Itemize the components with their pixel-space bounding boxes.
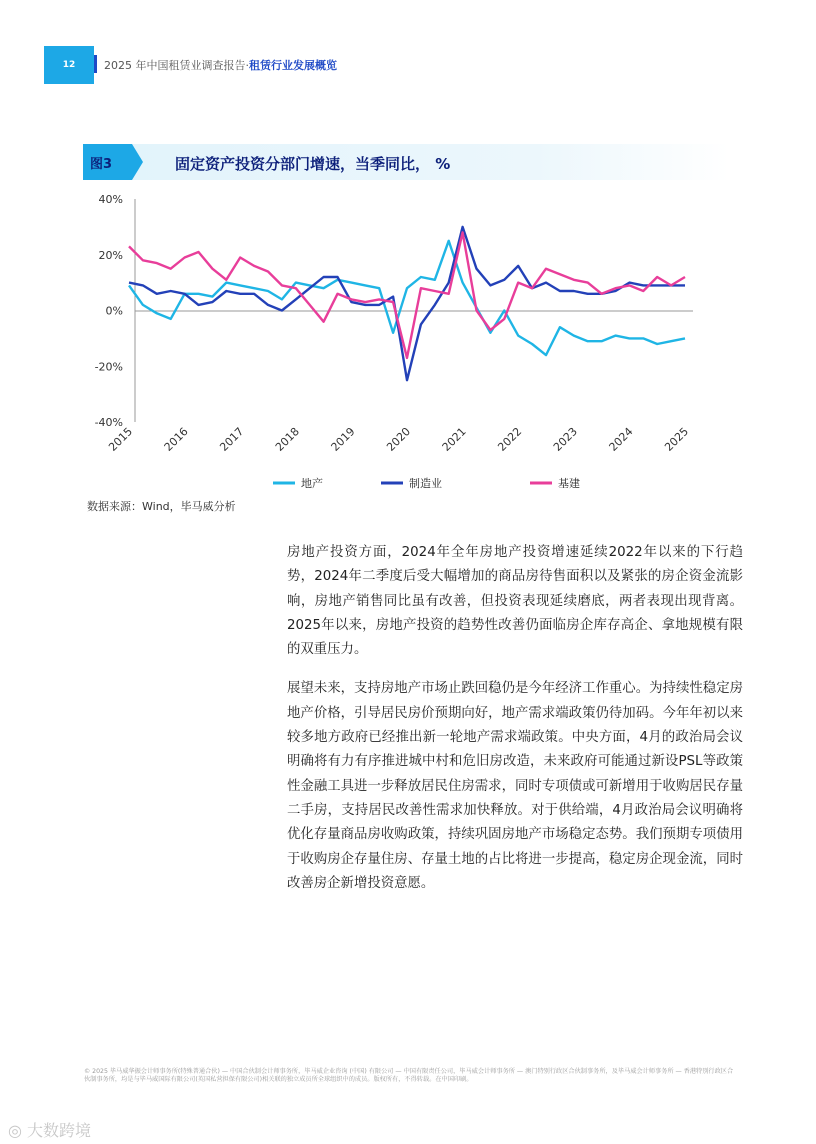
x-tick-label: 2025 — [662, 424, 692, 454]
x-tick-label: 2022 — [495, 424, 525, 454]
x-tick-label: 2020 — [384, 424, 414, 454]
series-line — [129, 241, 685, 355]
x-tick-label: 2023 — [550, 424, 580, 454]
figure-title: 固定资产投资分部门增速，当季同比， % — [175, 155, 451, 173]
footer-disclaimer: © 2025 毕马威华振会计师事务所(特殊普通合伙) — 中国合伙制会计师事务所，毕马威企业咨询 (中国) 有限公司 — 中国有限责任公司，毕马威会计师事务所 — 澳门特别行政区合伙制事务所，及毕马威会计师事务所 — 香港特别行政区合伙制事务所，均是与毕马威国际有限公司(英国私营担保有限公司)相关联的独立成员所全球组织中的成员。版权所有，不得转载。在中国印刷。 — [84, 1068, 734, 1083]
page-number: 12 — [62, 60, 76, 70]
x-tick-label: 2016 — [161, 424, 191, 454]
header-section-title: 租赁行业发展概览 — [249, 59, 337, 72]
header-report-title: 2025 年中国租赁业调查报告· — [104, 59, 249, 72]
x-tick-label: 2015 — [106, 424, 136, 454]
watermark-text: 大数跨境 — [27, 1121, 92, 1140]
page-number-badge — [44, 46, 94, 84]
legend-label: 地产 — [301, 477, 323, 490]
y-tick-label: 40% — [98, 193, 123, 206]
y-tick-label: -20% — [94, 360, 123, 374]
line-chart — [83, 188, 723, 493]
body-text — [287, 541, 743, 911]
watermark-logo-icon: ◎ — [8, 1121, 28, 1140]
running-header — [104, 57, 337, 73]
legend-label: 制造业 — [409, 477, 442, 490]
figure-number: 图3 — [90, 156, 113, 172]
figure-tag — [83, 144, 129, 180]
x-tick-label: 2018 — [272, 424, 302, 454]
x-tick-label: 2021 — [439, 424, 469, 454]
chevron-right-icon — [125, 144, 147, 180]
x-tick-label: 2019 — [328, 424, 358, 454]
paragraph-1: 房地产投资方面，2024年全年房地产投资增速延续2022年以来的下行趋势，2024年二季度后受大幅增加的商品房待售面积以及紧张的房企资金流影响，房地产销售同比虽有改善，但投资表现延续磨底，两者表现出现背离。2025年以来，房地产投资的趋势性改善仍面临房企库存高企、拿地规模有限的双重压力。 — [287, 545, 743, 658]
figure-title-banner — [83, 144, 729, 180]
y-tick-label: 0% — [105, 304, 123, 318]
data-source-note: 数据来源：Wind，毕马威分析 — [87, 500, 236, 513]
x-tick-label: 2017 — [217, 424, 247, 454]
legend-label: 基建 — [558, 477, 580, 490]
header-divider — [94, 55, 97, 73]
watermark — [8, 1118, 91, 1141]
x-tick-label: 2024 — [606, 424, 636, 454]
paragraph-2: 展望未来，支持房地产市场止跌回稳仍是今年经济工作重心。为持续性稳定房地产价格，引导居民房价预期向好，地产需求端政策仍待加码。今年年初以来较多地方政府已经推出新一轮地产需求端政策。中央方面，4月的政治局会议明确将有力有序推进城中村和危旧房改造，未来政府可能通过新设PSL等政策性金融工具进一步释放居民住房需求，同时专项债或可新增用于收购居民存量二手房，支持居民改善性需求加快释放。对于供给端，4月政治局会议明确将优化存量商品房收购政策，持续巩固房地产市场稳定态势。我们预期专项债用于收购房企存量住房、存量土地的占比将进一步提高，稳定房企现金流，同时改善房企新增投资意愿。 — [287, 681, 743, 891]
y-tick-label: -40% — [94, 416, 123, 429]
y-tick-label: 20% — [98, 248, 123, 262]
